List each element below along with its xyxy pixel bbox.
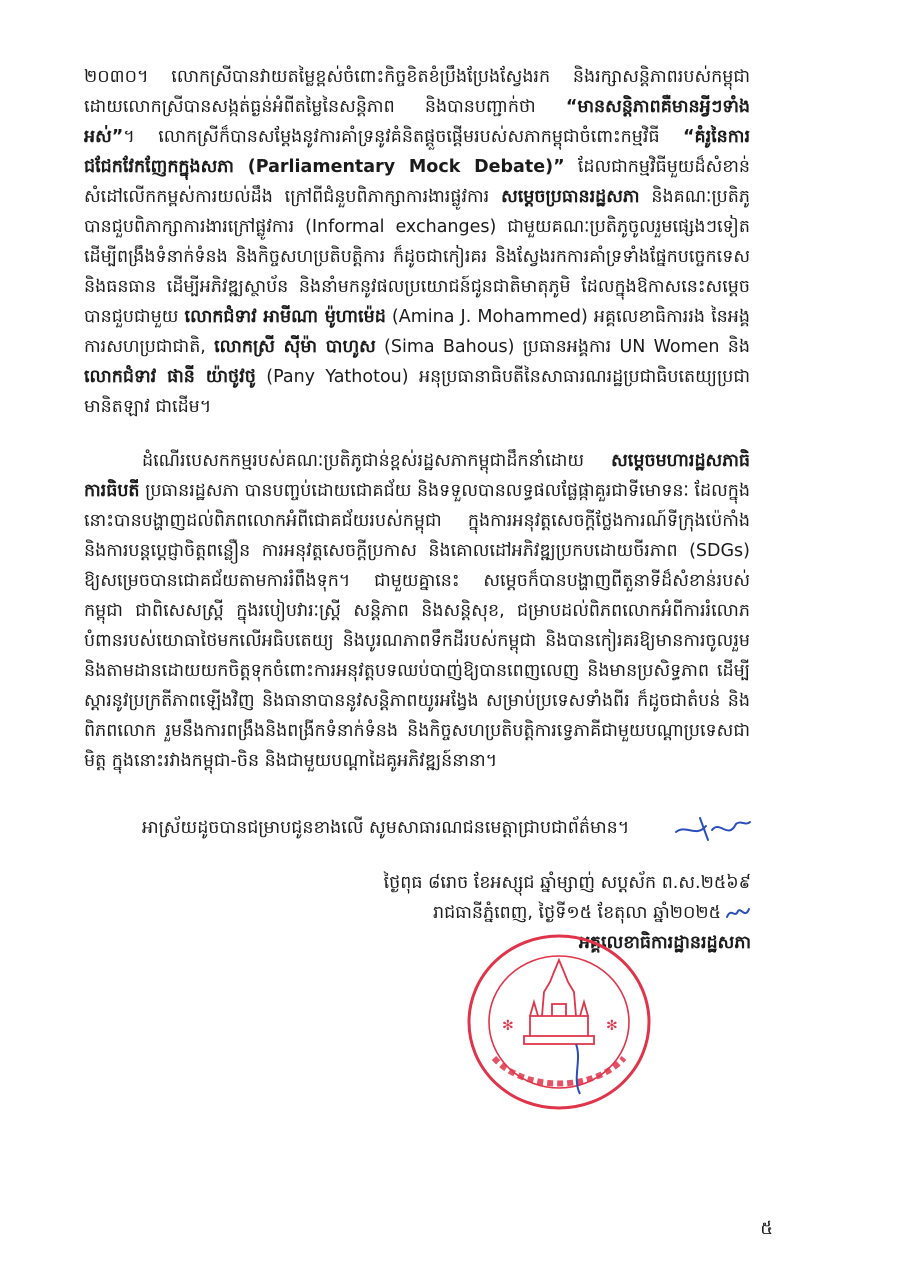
date-lunar: ថ្ងៃពុធ ៨រោច ខែអស្សុជ ឆ្នាំម្សាញ់ សប្តស័ក ព.ស.២៥៦៩ <box>383 873 751 893</box>
text-run: ២០៣០។ លោកស្រីបានវាយតម្លៃខ្ពស់ចំពោះកិច្ចខិតខំប្រឹងប្រែងស្វែងរក និងរក្សាសន្តិភាពរបស់កម្ពុជា ដោយលោកស្រីបានសង្កត់ធ្ងន់អំពីតម្លៃនៃសន្តិភាព និងបានបញ្ជាក់ថា <box>84 67 750 117</box>
paragraph-3 <box>142 813 752 843</box>
president-title: សម្តេចប្រធានរដ្ឋសភា <box>501 187 640 207</box>
text-run: ដំណើរបេសកកម្មរបស់គណៈប្រតិភូជាន់ខ្ពស់រដ្ឋសភាកម្ពុជាដឹកនាំដោយ <box>142 451 612 471</box>
person-name: លោកស្រី ស៊ីម៉ា បាហូស <box>214 337 376 357</box>
text-run: និងគណៈប្រតិភូបានជួបពិភាក្សាការងារក្រៅផ្លូវការ (Informal exchanges) ជាមួយគណៈប្រតិភូចូលរួមផ្សេងៗទៀត ដើម្បីពង្រឹងទំនាក់ទំនង និងកិច្ចសហប្រតិបត្តិការ ក៏ដូចជាកៀរគរ និងស្វែងរកការគាំទ្រទាំងផ្នែកបច្ចេកទេស និងធនធាន ដើម្បីអភិវឌ្ឍស្ថាប័ន និងនាំមកនូវផលប្រយោជន៍ជូនជាតិមាតុភូមិ ដែលក្នុងឱកាសនេះសម្តេចបានជួបជាមួយ <box>84 187 750 327</box>
initials-icon <box>725 905 751 921</box>
page-number: ៥ <box>760 1218 773 1239</box>
official-seal-icon <box>464 932 654 1112</box>
issuing-office: អគ្គលេខាធិការដ្ឋានរដ្ឋសភា <box>578 933 751 953</box>
text-run: ។ លោកស្រីក៏បានសម្តែងនូវការគាំទ្រនូវគំនិតផ្តួចផ្តើមរបស់សភាកម្ពុជាចំពោះកម្មវិធី <box>123 127 683 147</box>
text-run: (Amina J. Mohammed) អគ្គលេខាធិការរង នៃអង្គការសហប្រជាជាតិ, <box>84 307 750 357</box>
quote-peace: “មានសន្តិភាពគឺមានអ្វីៗទាំងអស់” <box>84 97 750 147</box>
text-run: អាស្រ័យដូចបានជម្រាបជូនខាងលើ សូមសាធារណជនមេត្តាជ្រាបជាព័ត៌មាន។ <box>142 818 630 838</box>
svg-text:✻: ✻ <box>606 1018 618 1034</box>
text-run: (Sima Bahous) ប្រធានអង្គការ UN Women និង <box>375 337 750 357</box>
date-solar-line <box>384 898 751 928</box>
svg-text:✻: ✻ <box>502 1018 514 1034</box>
text-run: (Pany Yathotou) អនុប្រធានាធិបតីនៃសាធារណរដ្ឋប្រជាធិបតេយ្យប្រជាមានិតឡាវ ជាដើម។ <box>84 367 751 417</box>
person-name: លោកជំទាវ អាមីណា ម៉ូហាម៉េដ <box>184 307 386 327</box>
person-name: លោកជំទាវ ផានី យ៉ាថូវថូ <box>84 367 256 387</box>
text-run: ដែលជាកម្មវិធីមួយដ៏សំខាន់ សំដៅលើកកម្ពស់ការយល់ដឹង ក្រៅពីជំនួបពិភាក្សាការងារផ្លូវការ <box>84 157 751 207</box>
initials-signature-icon <box>672 812 752 848</box>
date-solar: រាជធានីភ្នំពេញ, ថ្ងៃទី១៥ ខែតុលា ឆ្នាំ២០២៥ <box>433 903 721 923</box>
paragraph-1 <box>84 62 750 422</box>
text-run: ប្រធានរដ្ឋសភា បានបញ្ចប់ដោយជោគជ័យ និងទទួលបានលទ្ធផលផ្លែផ្កាគួរជាទីមោទនៈ ដែលក្នុងនោះបានបង្ហាញដល់ពិភពលោកអំពីជោគជ័យរបស់កម្ពុជា ក្នុងការអនុវត្តសេចក្តីថ្លែងការណ៍ទីក្រុងប៉េកាំង និងការបន្តប្តេជ្ញាចិត្តពន្លឿន ការអនុវត្តសេចក្តីប្រកាស និងគោលដៅអភិវឌ្ឍប្រកបដោយចីរភាព (SDGs) ឱ្យសម្រេចបានជោគជ័យតាមការរំពឹងទុក។ ជាមួយគ្នានេះ សម្តេចក៏បានបង្ហាញពីតួនាទីដ៏សំខាន់របស់កម្ពុជា ជាពិសេសស្ត្រី ក្នុងរបៀបវារៈស្ត្រី សន្តិភាព និងសន្តិសុខ, ជម្រាបដល់ពិភពលោកអំពីការរំលោភបំពានរបស់យោធាថៃមកលើអធិបតេយ្យ និងបូរណភាពទឹកដីរបស់កម្ពុជា និងបានកៀរគរឱ្យមានការចូលរួម និងតាមដានដោយយកចិត្តទុកចំពោះការអនុវត្តបទឈប់បាញ់ឱ្យបានពេញលេញ និងមានប្រសិទ្ធភាព ដើម្បីស្តារនូវប្រក្រតីភាពឡើងវិញ និងធានាបាននូវសន្តិភាពយូរអង្វែង សម្រាប់ប្រទេសទាំងពីរ ក៏ដូចជាតំបន់ និងពិភពលោក រួមនឹងការពង្រឹងនិងពង្រីកទំនាក់ទំនង និងកិច្ចសហប្រតិបត្តិការទ្វេភាគីជាមួយបណ្តាប្រទេសជាមិត្ត ក្នុងនោះរវាងកម្ពុជា-ចិន និងជាមួយបណ្តាដៃគូអភិវឌ្ឍន៍នានា។ <box>84 481 750 771</box>
paragraph-2 <box>84 446 750 776</box>
president-title: សម្តេចមហារដ្ឋសភាធិការធិបតី <box>84 451 750 501</box>
program-title: “គំរូនៃការជជែកវែកញែកក្នុងសភា (Parliamentary Mock Debate)” <box>84 127 750 177</box>
